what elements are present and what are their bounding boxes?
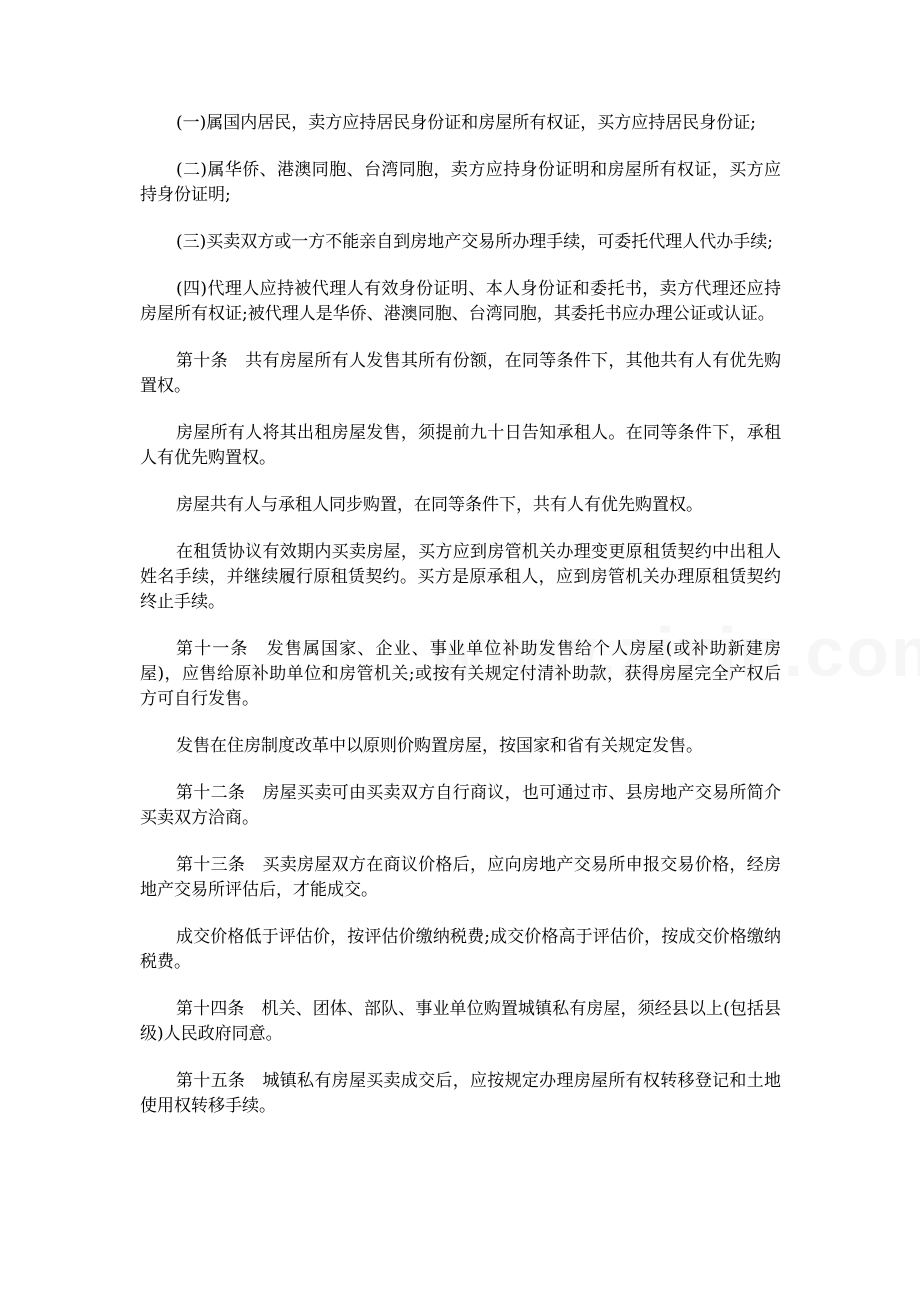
- paragraph-12: 第十三条 买卖房屋双方在商议价格后，应向房地产交易所申报交易价格，经房地产交易所评估后，才能成交。: [140, 855, 781, 900]
- paragraph-4: (四)代理人应持被代理人有效身份证明、本人身份证和委托书，卖方代理还应持房屋所有权证;被代理人是华侨、港澳同胞、台湾同胞，其委托书应办理公证或认证。: [140, 279, 781, 324]
- paragraph-3: (三)买卖双方或一方不能亲自到房地产交易所办理手续，可委托代理人代办手续;: [176, 232, 773, 252]
- paragraph-11: 第十二条 房屋买卖可由买卖双方自行商议，也可通过市、县房地产交易所简介买卖双方洽商。: [140, 783, 781, 828]
- paragraph-10: 发售在住房制度改革中以原则价购置房屋，按国家和省有关规定发售。: [176, 736, 703, 756]
- paragraph-8: 在租赁协议有效期内买卖房屋，买方应到房管机关办理变更原租赁契约中出租人姓名手续，并继续履行原租赁契约。买方是原承租人，应到房管机关办理原租赁契约终止手续。: [140, 542, 781, 612]
- paragraph-14: 第十四条 机关、团体、部队、事业单位购置城镇私有房屋，须经县以上(包括县级)人民政府同意。: [140, 999, 781, 1044]
- document-body: [140, 111, 781, 1141]
- paragraph-6: 房屋所有人将其出租房屋发售，须提前九十日告知承租人。在同等条件下，承租人有优先购置权。: [140, 423, 781, 468]
- paragraph-13: 成交价格低于评估价，按评估价缴纳税费;成交价格高于评估价，按成交价格缴纳税费。: [140, 927, 781, 972]
- paragraph-2: (二)属华侨、港澳同胞、台湾同胞，卖方应持身份证明和房屋所有权证，买方应持身份证明;: [140, 160, 781, 205]
- paragraph-5: 第十条 共有房屋所有人发售其所有份额，在同等条件下，其他共有人有优先购置权。: [140, 351, 781, 396]
- paragraph-15: 第十五条 城镇私有房屋买卖成交后，应按规定办理房屋所有权转移登记和土地使用权转移手续。: [140, 1071, 781, 1116]
- paragraph-9: 第十一条 发售属国家、企业、事业单位补助发售给个人房屋(或补助新建房屋)，应售给原补助单位和房管机关;或按有关规定付清补助款，获得房屋完全产权后方可自行发售。: [140, 639, 781, 709]
- paragraph-1: (一)属国内居民，卖方应持居民身份证和房屋所有权证，买方应持居民身份证;: [176, 113, 756, 133]
- paragraph-7: 房屋共有人与承租人同步购置，在同等条件下，共有人有优先购置权。: [176, 495, 703, 515]
